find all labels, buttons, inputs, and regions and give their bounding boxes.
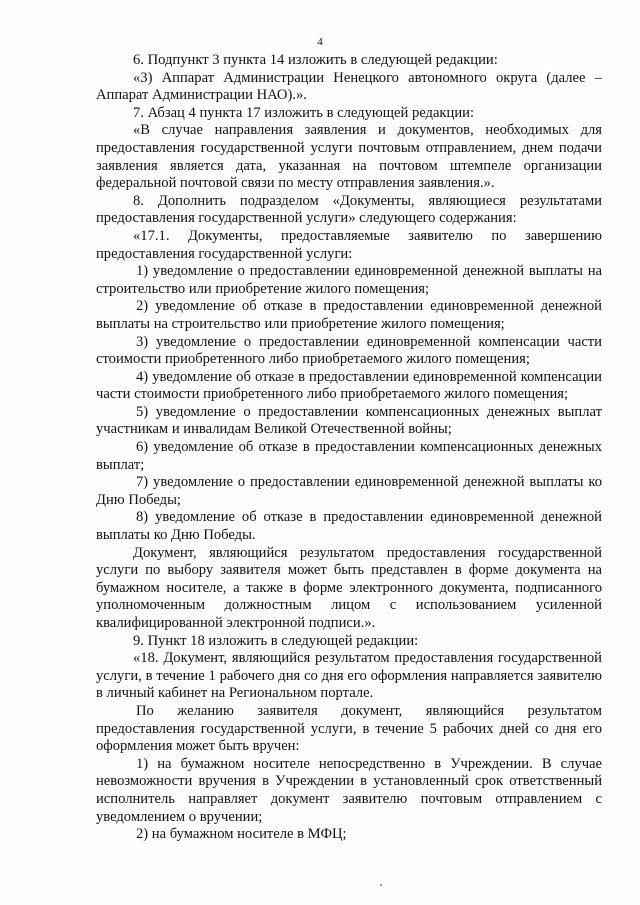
scan-speck [380,884,382,886]
paragraph-18: По желанию заявителя документ, являющийся результатом предоставления государственной услуги, в течение 5 рабочих дней со дня его оформления может быть вручен: [96,702,602,755]
paragraph-19: 1) на бумажном носителе непосредственно в Учреждении. В случае невозможности вручения в Учреждении в установленный срок ответственный исполнитель направляет документ заявителю почтовым отправлением с уведомлением о вручении; [96,755,602,825]
paragraph-11: 5) уведомление о предоставлении компенсационных денежных выплат участникам и инвалидам Великой Отечественной войны; [96,403,602,438]
paragraph-6: «17.1. Документы, предоставляемые заявителю по завершению предоставления государственной услуги: [96,227,602,262]
paragraph-4: «В случае направления заявления и документов, необходимых для предоставления государственной услуги почтовым отправлением, днем подачи заявления является дата, указанная на почтовом штемпеле организации федеральной почтовой связи по месту отправления заявления.». [96,122,602,192]
paragraph-3: 7. Абзац 4 пункта 17 изложить в следующей редакции: [133,104,475,121]
paragraph-14: 8) уведомление об отказе в предоставлении единовременной денежной выплаты ко Дню Победы. [96,509,602,544]
paragraph-13: 7) уведомление о предоставлении единовременной денежной выплаты ко Дню Победы; [96,474,602,508]
paragraph-8: 2) уведомление об отказе в предоставлении единовременной денежной выплаты на строительство или приобретение жилого помещения; [96,298,602,332]
paragraph-12: 6) уведомление об отказе в предоставлении компенсационных денежных выплат; [96,439,602,473]
paragraph-10: 4) уведомление об отказе в предоставлении единовременной компенсации части стоимости приобретенного либо приобретаемого жилого помещения; [96,368,602,403]
paragraph-9: 3) уведомление о предоставлении единовременной компенсации части стоимости приобретенного либо приобретаемого жилого помещения; [96,333,602,368]
paragraph-15: Документ, являющийся результатом предоставления государственной услуги по выбору заявителя может быть представлен в форме документа на бумажном носителе, а также в форме электронного документа, подписанного уполномоченным должностным лицом с использованием усиленной квалифицированной электронной подписи.». [96,544,602,631]
paragraph-2: «3) Аппарат Администрации Ненецкого автономного округа (далее – Аппарат Администрации НАО).». [96,69,602,104]
document-body [96,52,602,844]
paragraph-5: 8. Дополнить подразделом «Документы, являющиеся результатами предоставления государственной услуги» следующего содержания: [96,192,602,227]
paragraph-1: 6. Подпункт 3 пункта 14 изложить в следующей редакции: [133,52,498,68]
paragraph-17: «18. Документ, являющийся результатом предоставления государственной услуги, в течение 1 рабочего дня со дня его оформления направляется заявителю в личный кабинет на Региональном портале. [96,650,602,702]
page-number: 4 [317,36,323,48]
paragraph-20: 2) на бумажном носителе в МФЦ; [136,826,347,843]
paragraph-7: 1) уведомление о предоставлении единовременной денежной выплаты на строительство или приобретение жилого помещения; [96,263,602,297]
paragraph-16: 9. Пункт 18 изложить в следующей редакции: [133,632,419,649]
